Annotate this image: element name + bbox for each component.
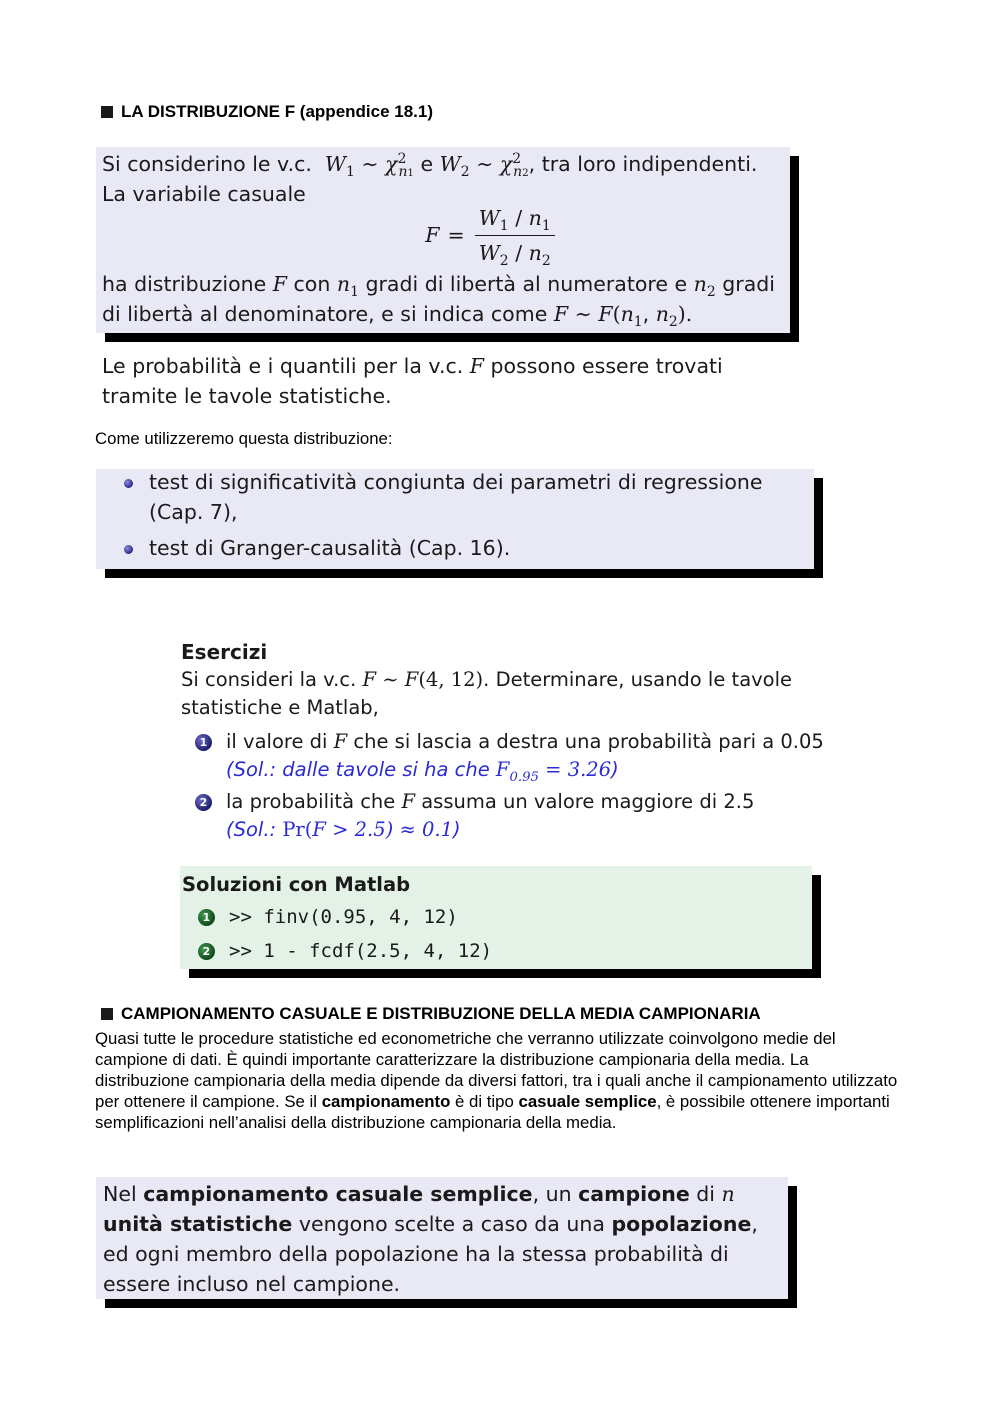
- matlab-code-1: 1 >> finv(0.95, 4, 12): [182, 900, 812, 934]
- usage-item: test di significatività congiunta dei parametri di regressione: [124, 467, 814, 497]
- f-formula: F = $\frac{W_1 / n_1}{W_2 / n_2}$: [190, 203, 790, 267]
- section-heading-sampling: CAMPIONAMENTO CASUALE E DISTRIBUZIONE DELLA MEDIA CAMPIONARIA: [101, 1004, 761, 1024]
- sampling-paragraph: Quasi tutte le procedure statistiche ed econometriche che verranno utilizzate coinvolgono medie del campione di dati. È quindi importante caratterizzare la distribuzione campionaria della media. La distribuzione campionaria della media dipende da diversi fattori, tra i quali anche il campionamento utilizzato per ottenere il campione. Se il campionamento è di tipo casuale semplice, è possibile ottenere importanti semplificazioni nell’analisi della distribuzione campionaria della media.: [95, 1029, 898, 1132]
- exercises-title: Esercizi: [181, 640, 268, 664]
- exercise-item-1: 1 il valore di F che si lascia a destra una probabilità pari a 0.05 (Sol.: dalle tavole si ha che $F_{0.95} = 3.26$): [181, 728, 824, 784]
- section-heading-f-distribution: LA DISTRIBUZIONE F (appendice 18.1): [101, 102, 433, 122]
- exercise-solution-2: (Sol.: Pr(F > 2.5) ≈ 0.1): [226, 818, 461, 841]
- exercise-solution-1: (Sol.: dalle tavole si ha che $F_{0.95} = 3.26$): [226, 758, 619, 785]
- fbox-line-5: di libertà al denominatore, e si indica come F ∼ $F(n_1$, $n_2$).: [102, 302, 693, 331]
- fbox-line-4: ha distribuzione F con $n_1$ gradi di libertà al numeratore e $n_2$ gradi: [102, 272, 775, 301]
- exercise-item-2: 2 la probabilità che F assuma un valore maggiore di 2.5 (Sol.: Pr(F > 2.5) ≈ 0.1): [181, 788, 824, 844]
- number-1-icon: 1: [195, 734, 212, 751]
- sampling-definition-box: Nel campionamento casuale semplice, un campione di n unità statistiche vengono scelte a caso da una popolazione, ed ogni membro della popolazione ha la stessa probabilità di essere incluso nel campione.: [96, 1177, 788, 1299]
- usage-box: [96, 469, 814, 569]
- usage-item: test di Granger-causalità (Cap. 16).: [124, 533, 814, 563]
- square-bullet-icon: [101, 1008, 113, 1020]
- usage-intro: Come utilizzeremo questa distribuzione:: [95, 429, 393, 448]
- matlab-solutions-box: [180, 866, 812, 969]
- matlab-code-2: 2 >> 1 - fcdf(2.5, 4, 12): [182, 934, 812, 968]
- bullet-icon: [124, 479, 133, 488]
- square-bullet-icon: [101, 106, 113, 118]
- exercises-block: [181, 638, 824, 844]
- usage-item-continuation: (Cap. 7),: [149, 500, 238, 524]
- matlab-title: Soluzioni con Matlab: [182, 873, 411, 896]
- fbox-line-1: Si considerino le v.c. $W_1$ ∼ $\chi^2_{n1}$ e $W_2$ ∼ $\chi^2_{n2}$, tra loro indipendenti.: [102, 151, 758, 181]
- f-definition-box: [96, 147, 790, 333]
- number-1-icon: 1: [198, 909, 215, 926]
- exercises-intro: Si consideri la v.c. F ∼ F(4, 12). Determinare, usando le tavole: [181, 668, 793, 691]
- fbox-line-2: La variabile casuale: [102, 182, 306, 206]
- tables-note: Le probabilità e i quantili per la v.c. F possono essere trovati tramite le tavole statistiche.: [102, 354, 723, 408]
- number-2-icon: 2: [195, 794, 212, 811]
- exercises-intro-2: statistiche e Matlab,: [181, 696, 379, 719]
- number-2-icon: 2: [198, 943, 215, 960]
- bullet-icon: [124, 545, 133, 554]
